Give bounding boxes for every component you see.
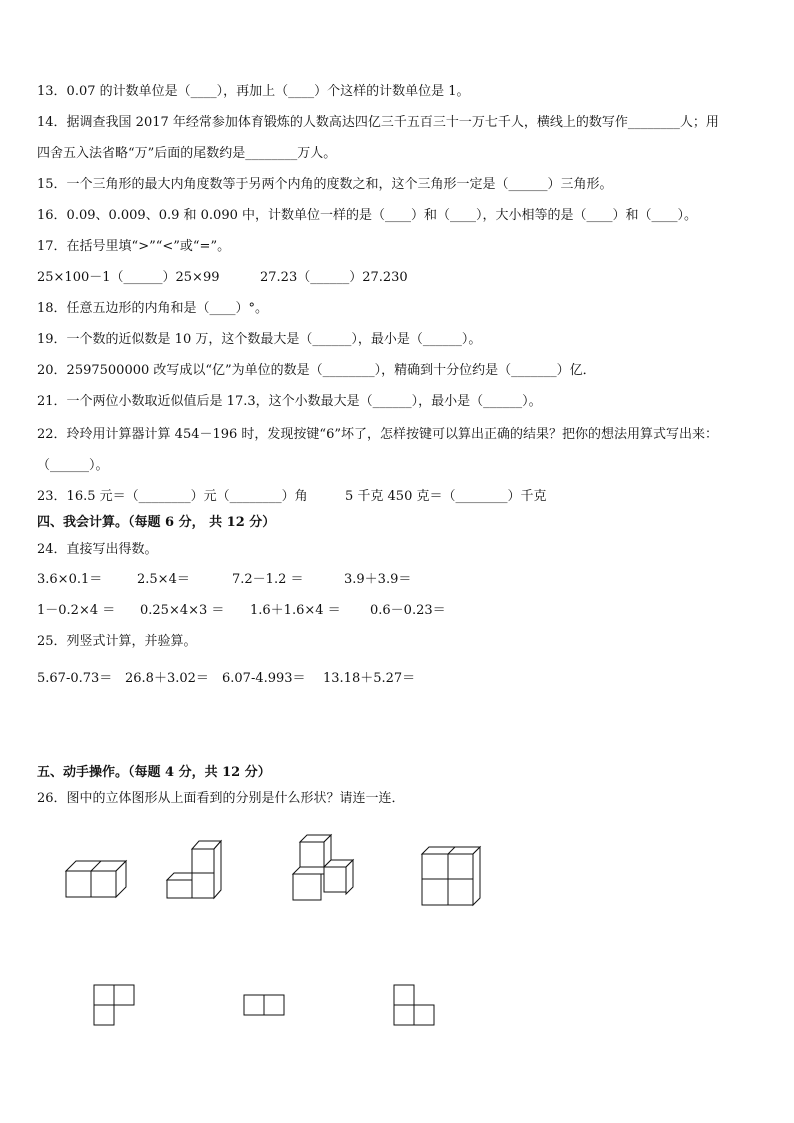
question-17-item-b: 27.23（______）27.230 [260, 270, 408, 285]
section-5-heading: 五、动手操作。（每题 4 分，共 12 分） [37, 765, 271, 780]
calc-item: 1.6＋1.6×4 ＝ [250, 603, 341, 618]
question-14-line1: 14．据调查我国 2017 年经常参加体育锻炼的人数高达四亿三千五百三十一万七千人，横线上的数写作________人；用 [37, 115, 719, 130]
solid-figure-4 [418, 840, 484, 910]
top-view-b [243, 994, 287, 1018]
calc-item: 3.6×0.1＝ [37, 572, 103, 587]
question-13: 13．0.07 的计数单位是（____），再加上（____）个这样的计数单位是 1。 [37, 84, 470, 99]
question-14-line2: 四舍五入法省略“万”后面的尾数约是________万人。 [37, 146, 337, 161]
question-26: 26．图中的立体图形从上面看到的分别是什么形状？请连一连． [37, 791, 405, 806]
calc-item: 3.9＋3.9＝ [344, 572, 412, 587]
calc-item: 7.2－1.2 ＝ [232, 572, 304, 587]
question-22-line1: 22．玲玲用计算器计算 454－196 时，发现按键“6”坏了，怎样按键可以算出正确的结果？把你的想法用算式写出来： [37, 427, 718, 442]
solid-figure-2 [163, 836, 228, 902]
question-20: 20．2597500000 改写成以“亿”为单位的数是（________），精确到十分位约是（_______）亿． [37, 363, 596, 378]
top-view-a [93, 984, 137, 1028]
question-23-item-a: 23．16.5 元＝（________）元（________）角 [37, 489, 308, 504]
question-22-line2: （______）。 [37, 458, 109, 473]
calc-item: 0.25×4×3 ＝ [140, 603, 225, 618]
question-17: 17．在括号里填“>”“<”或“=”。 [37, 239, 231, 254]
question-19: 19．一个数的近似数是 10 万，这个数最大是（______），最小是（______）。 [37, 332, 482, 347]
top-view-c [393, 984, 437, 1028]
question-18: 18．任意五边形的内角和是（____）°。 [37, 301, 269, 316]
calc-item: 6.07-4.993＝ [222, 671, 306, 686]
question-21: 21．一个两位小数取近似值后是 17.3，这个小数最大是（______），最小是（______）。 [37, 394, 542, 409]
question-24: 24．直接写出得数。 [37, 542, 158, 557]
calc-item: 0.6－0.23＝ [370, 603, 446, 618]
calc-item: 5.67-0.73＝ [37, 671, 113, 686]
question-25: 25．列竖式计算，并验算。 [37, 634, 197, 649]
section-4-heading: 四、我会计算。（每题 6 分， 共 12 分） [37, 515, 276, 530]
calc-item: 13.18＋5.27＝ [323, 671, 416, 686]
question-17-item-a: 25×100－1（______）25×99 [37, 270, 220, 285]
question-15: 15．一个三角形的最大内角度数等于另两个内角的度数之和，这个三角形一定是（______）三角形。 [37, 177, 613, 192]
calc-item: 1－0.2×4 ＝ [37, 603, 116, 618]
solid-figure-1 [60, 855, 130, 900]
question-23-item-b: 5 千克 450 克＝（________）千克 [345, 489, 547, 504]
solid-figure-3 [290, 830, 362, 902]
question-16: 16．0.09、0.009、0.9 和 0.090 中，计数单位一样的是（____）和（____），大小相等的是（____）和（____）。 [37, 208, 697, 223]
calc-item: 2.5×4＝ [137, 572, 190, 587]
calc-item: 26.8＋3.02＝ [125, 671, 209, 686]
